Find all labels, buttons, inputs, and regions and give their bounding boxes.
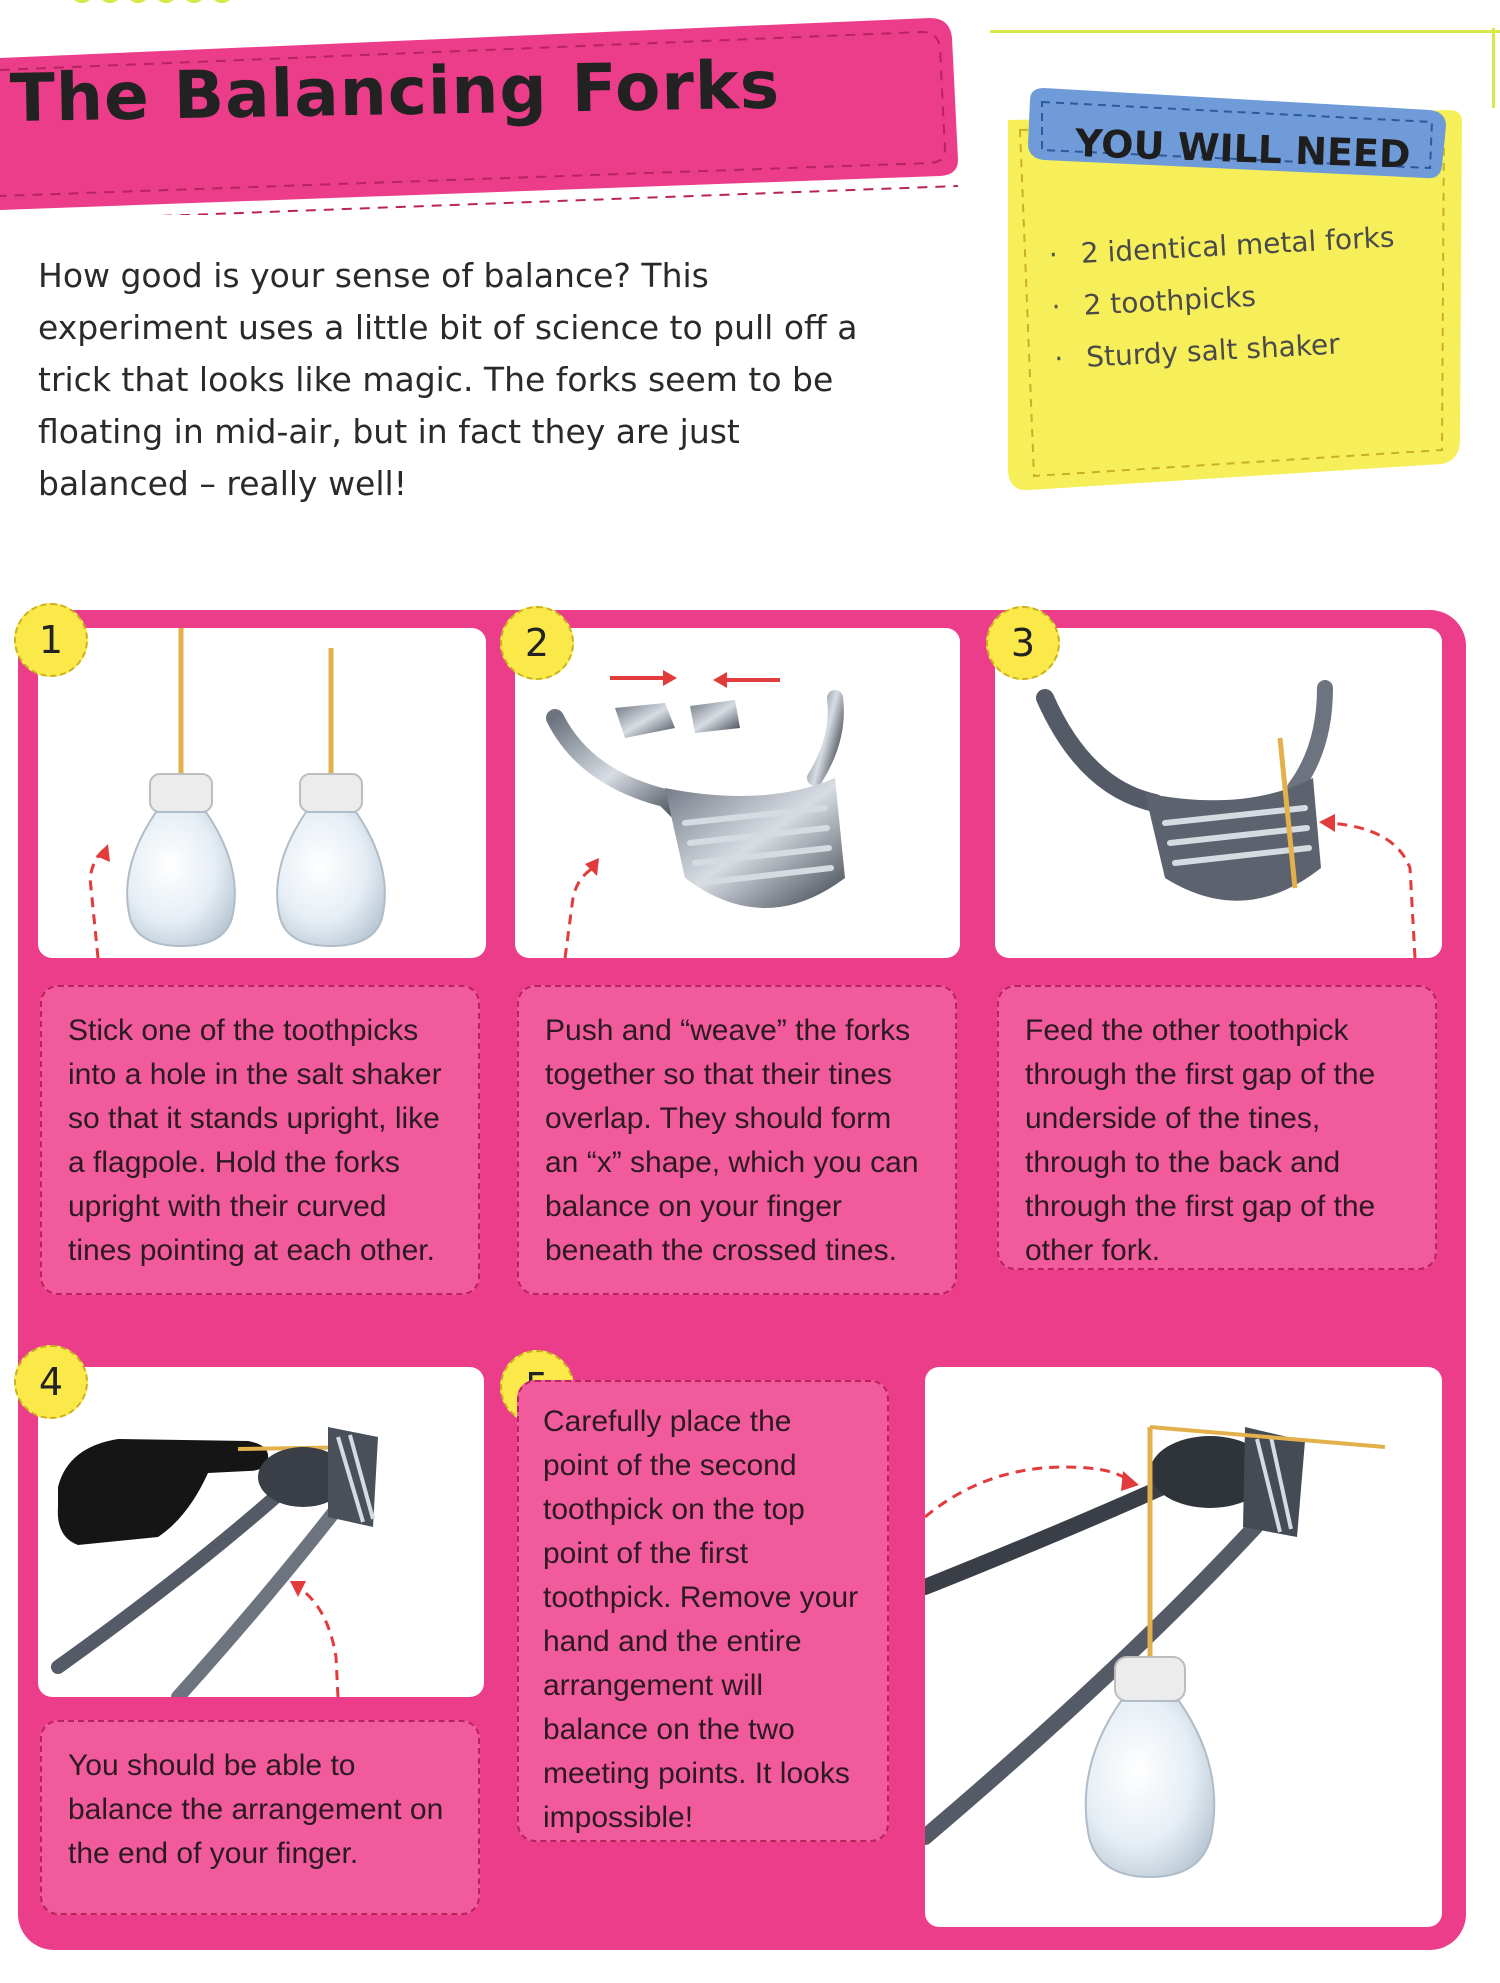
intro-text: How good is your sense of balance? This experiment uses a little bit of science to pull off a trick that looks like magic. The forks seem to be floating in mid-air, but in fact they are just balanced – really well! [38,256,858,503]
step-5-photo [925,1367,1442,1927]
decorative-line [990,30,1500,33]
step-4-caption [40,1720,480,1915]
materials-list [1040,218,1428,394]
step-3-photo [995,628,1442,958]
step-4-photo [38,1367,484,1697]
step-2-caption [517,985,957,1295]
step-1-caption [40,985,480,1295]
step-3-text: Feed the other toothpick through the first gap of the underside of the tines, through to the back and through the first gap of the other fork. [1025,1014,1376,1267]
step-2-text: Push and “weave” the forks together so that their tines overlap. They should form an “x” shape, which you can balance on your finger beneath the crossed tines. [545,1014,919,1267]
step-3-caption [997,985,1437,1270]
step-3-badge: 3 [986,606,1060,680]
step-5-text: Carefully place the point of the second toothpick on the top point of the first toothpick. Remove your hand and the entire arrangement will balance on the two meeting points. It looks impossible! [543,1405,859,1834]
material-item: · Sturdy salt shaker [1045,322,1426,378]
material-item: · 2 toothpicks [1043,270,1424,326]
step-2-badge: 2 [500,606,574,680]
you-will-need-heading: YOU WILL NEED [1074,121,1412,177]
step-1-photo [38,628,486,958]
page-title: The Balancing Forks [9,46,781,137]
step-2-photo [515,628,960,958]
step-1-text: Stick one of the toothpicks into a hole in the salt shaker so that it stands upright, like a flagpole. Hold the forks upright with their curved tines pointing at each other. [68,1014,442,1267]
step-5-caption [517,1380,889,1842]
step-4-text: You should be able to balance the arrangement on the end of your finger. [68,1749,444,1870]
material-item: · 2 identical metal forks [1040,218,1421,274]
decorative-line-vertical [1492,28,1495,108]
step-1-badge: 1 [14,603,88,677]
step-4-badge: 4 [14,1345,88,1419]
